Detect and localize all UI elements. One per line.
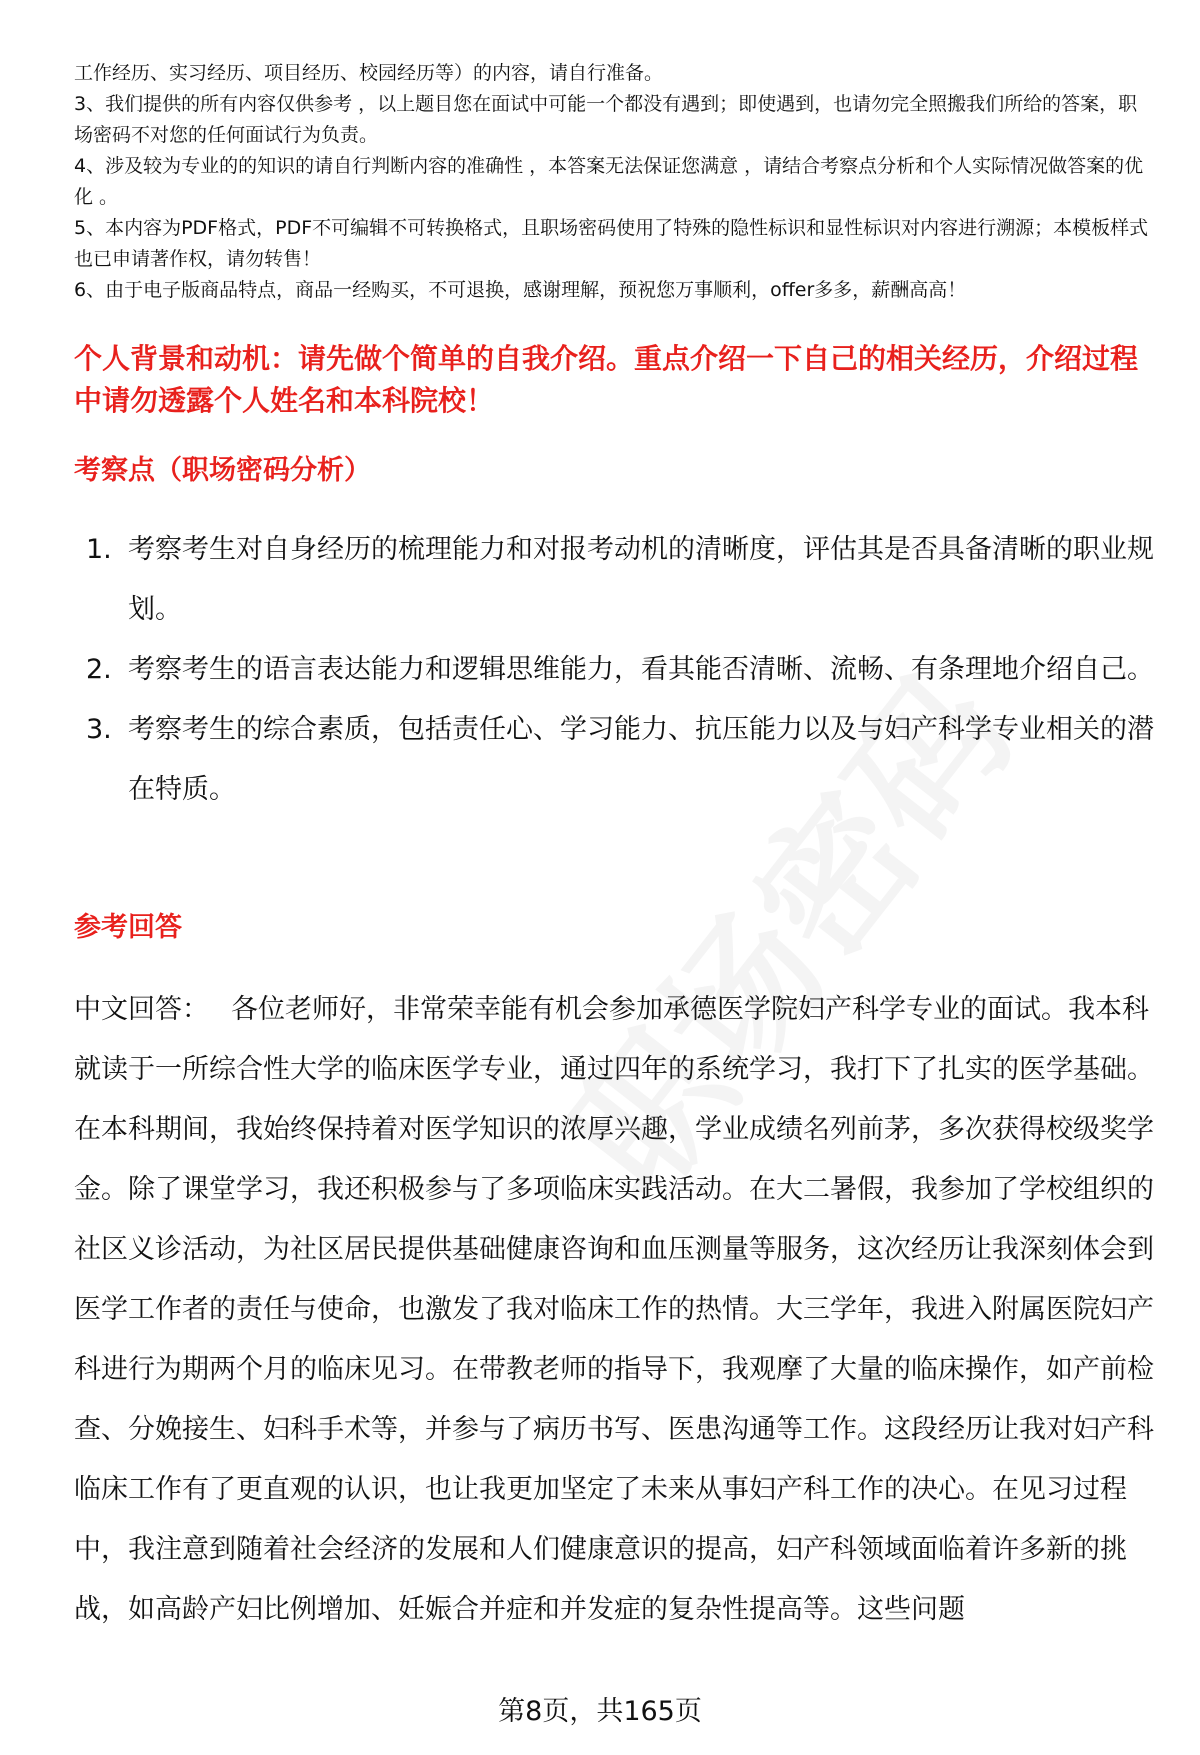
answer-label: 中文回答： — [74, 994, 209, 1025]
key-points-heading: 考察点（职场密码分析） — [74, 455, 371, 486]
list-text: 考察考生的综合素质，包括责任心、学习能力、抗压能力以及与妇产科学专业相关的潜在特质。 — [128, 714, 1154, 805]
list-item — [74, 520, 1154, 640]
page-number: 第8页，共165页 — [498, 1696, 702, 1727]
notice-item: 4、涉及较为专业的的知识的请自行判断内容的准确性 ，本答案无法保证您满意 ，请结合考察点分析和个人实际情况做答案的优化 。 — [74, 155, 1144, 208]
notice-list — [74, 58, 1154, 306]
key-points-list — [74, 520, 1154, 820]
list-item — [74, 700, 1154, 820]
notice-item: 5、本内容为PDF格式，PDF不可编辑不可转换格式，且职场密码使用了特殊的隐性标识和显性标识对内容进行溯源；本模板样式也已申请著作权，请勿转售！ — [74, 217, 1149, 270]
question-heading: 个人背景和动机：请先做个简单的自我介绍。重点介绍一下自己的相关经历，介绍过程中请勿透露个人姓名和本科院校！ — [74, 342, 1139, 417]
notice-item: 3、我们提供的所有内容仅供参考 ，以上题目您在面试中可能一个都没有遇到；即使遇到，也请勿完全照搬我们所给的答案，职场密码不对您的任何面试行为负责。 — [74, 93, 1138, 146]
list-number: 1. — [86, 534, 112, 565]
list-text: 考察考生的语言表达能力和逻辑思维能力，看其能否清晰、流畅、有条理地介绍自己。 — [128, 654, 1154, 685]
notice-item: 6、由于电子版商品特点，商品一经购买，不可退换，感谢理解，预祝您万事顺利，offer多多，薪酬高高！ — [74, 279, 967, 301]
answer-paragraph — [74, 980, 1154, 1640]
list-item — [74, 640, 1154, 700]
list-number: 2. — [86, 654, 112, 685]
answer-text: 各位老师好，非常荣幸能有机会参加承德医学院妇产科学专业的面试。我本科就读于一所综合性大学的临床医学专业，通过四年的系统学习，我打下了扎实的医学基础。在本科期间，我始终保持着对医学知识的浓厚兴趣，学业成绩名列前茅，多次获得校级奖学金。除了课堂学习，我还积极参与了多项临床实践活动。在大二暑假，我参加了学校组织的社区义诊活动，为社区居民提供基础健康咨询和血压测量等服务，这次经历让我深刻体会到医学工作者的责任与使命，也激发了我对临床工作的热情。大三学年，我进入附属医院妇产科进行为期两个月的临床见习。在带教老师的指导下，我观摩了大量的临床操作，如产前检查、分娩接生、妇科手术等，并参与了病历书写、医患沟通等工作。这段经历让我对妇产科临床工作有了更直观的认识，也让我更加坚定了未来从事妇产科工作的决心。在见习过程中，我注意到随着社会经济的发展和人们健康意识的提高，妇产科领域面临着许多新的挑战，如高龄产妇比例增加、妊娠合并症和并发症的复杂性提高等。这些问题 — [74, 994, 1154, 1625]
list-text: 考察考生对自身经历的梳理能力和对报考动机的清晰度，评估其是否具备清晰的职业规划。 — [128, 534, 1154, 625]
reference-answer-heading: 参考回答 — [74, 912, 182, 943]
notice-item: 工作经历、实习经历、项目经历、校园经历等）的内容，请自行准备。 — [74, 62, 664, 84]
list-number: 3. — [86, 714, 112, 745]
